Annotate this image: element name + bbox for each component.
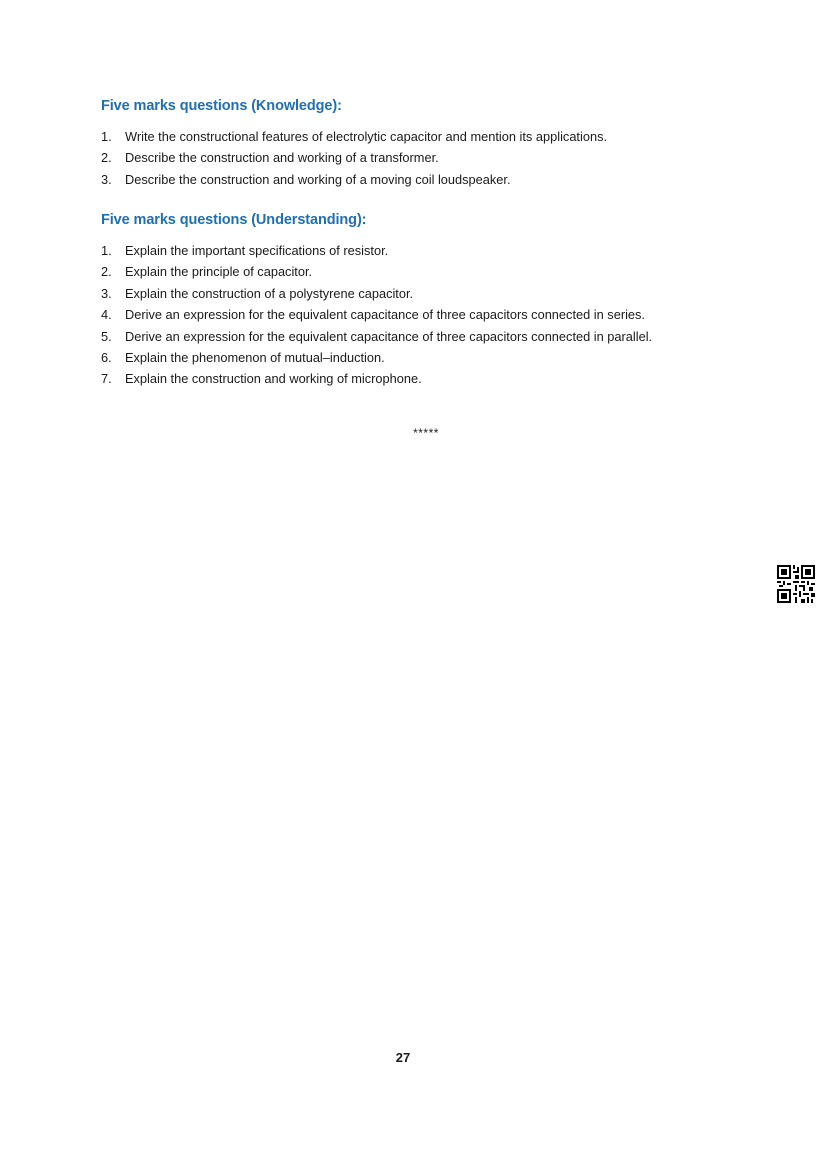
question-number: 6.	[101, 349, 112, 365]
question-text: Describe the construction and working of a transformer.	[125, 150, 439, 166]
heading-knowledge: Five marks questions (Knowledge):	[101, 98, 342, 114]
question-text: Explain the important specifications of resistor.	[125, 243, 389, 258]
qr-code-icon	[777, 565, 815, 603]
question-number: 1.	[101, 243, 112, 258]
section-separator: *****	[413, 426, 439, 440]
question-number: 2.	[101, 264, 112, 280]
question-text: Explain the phenomenon of mutual–induction.	[125, 349, 385, 365]
question-number: 2.	[101, 150, 112, 166]
question-text: Derive an expression for the equivalent capacitance of three capacitors connected in parallel.	[125, 328, 653, 344]
question-number: 3.	[101, 171, 112, 187]
question-number: 3.	[101, 285, 112, 301]
question-number: 1.	[101, 129, 112, 144]
heading-understanding: Five marks questions (Understanding):	[101, 212, 367, 228]
question-text: Describe the construction and working of a moving coil loudspeaker.	[125, 171, 511, 187]
page-number: 27	[395, 1050, 411, 1065]
question-text: Explain the construction and working of microphone.	[125, 371, 422, 387]
question-number: 4.	[101, 307, 112, 323]
question-text: Explain the principle of capacitor.	[125, 264, 313, 280]
question-number: 7.	[101, 371, 112, 387]
question-text: Write the constructional features of electrolytic capacitor and mention its applications.	[125, 129, 608, 144]
question-text: Explain the construction of a polystyrene capacitor.	[125, 285, 414, 301]
question-text: Derive an expression for the equivalent capacitance of three capacitors connected in series.	[125, 307, 645, 323]
question-number: 5.	[101, 328, 112, 344]
